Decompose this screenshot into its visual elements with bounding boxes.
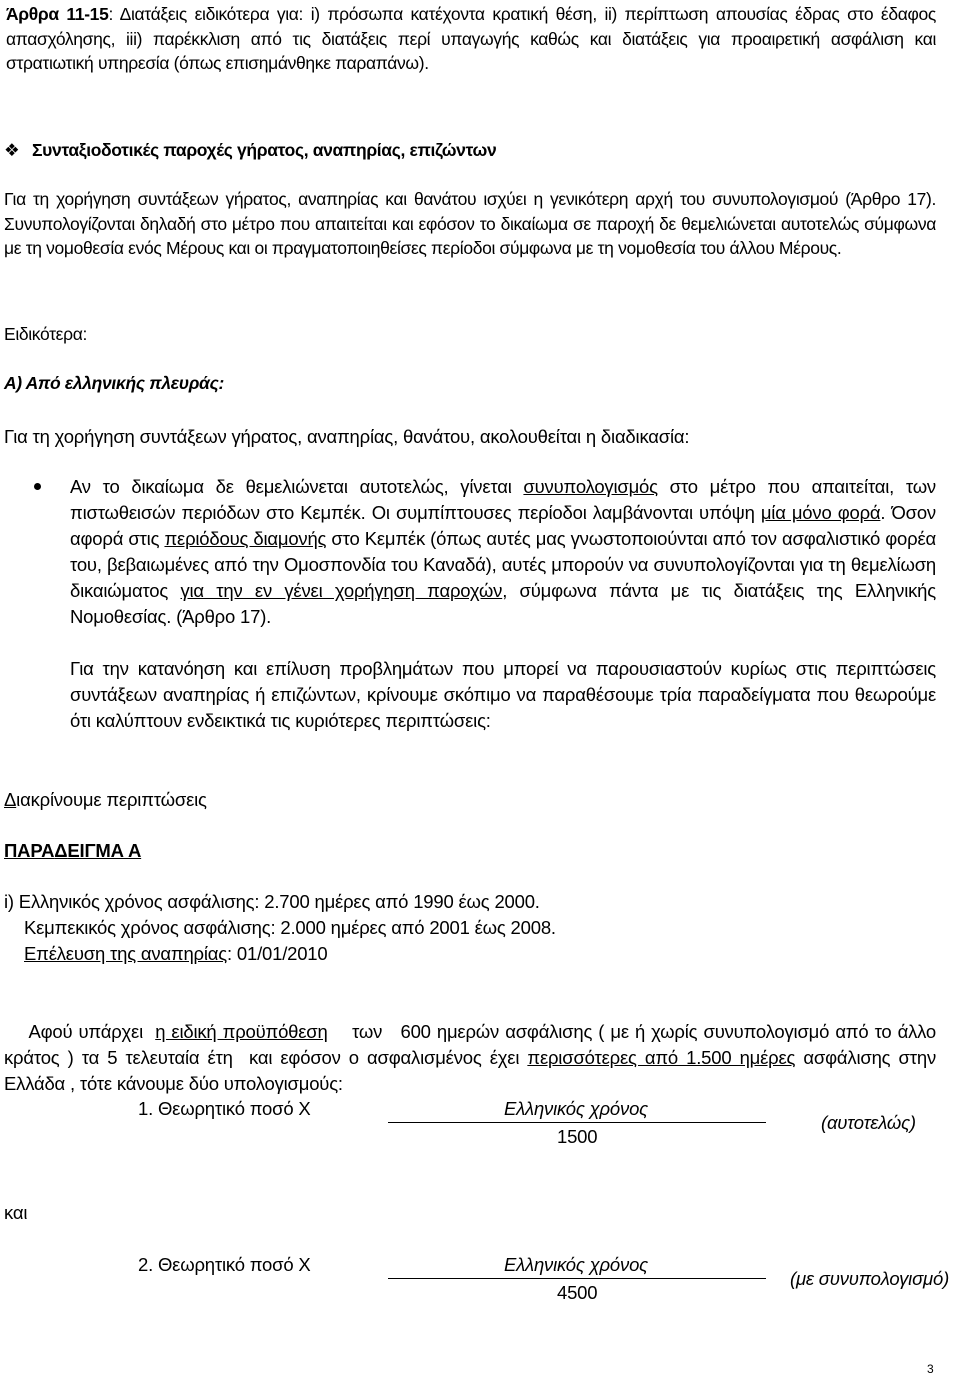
formula-1-denominator: 1500: [557, 1126, 598, 1147]
formula-2-note: (με συνυπολογισμό): [790, 1268, 950, 1289]
section-heading-text: Συνταξιοδοτικές παροχές γήρατος, αναπηρίας, επιζώντων: [32, 140, 497, 160]
formula-1-fraction-line: [388, 1122, 766, 1123]
underline-cumulation: συνυπολογισμός: [523, 476, 658, 497]
intro-paragraph: [6, 2, 936, 76]
example-a-disability-date: Επέλευση της αναπηρίας: 01/01/2010: [24, 943, 328, 964]
pension-principle-paragraph: Για τη χορήγηση συντάξεων γήρατος, αναπηρίας και θανάτου ισχύει η γενικότερη αρχή του συνυπολογισμού (Άρθρο 17). Συνυπολογίζονται δηλαδή στο μέτρο που απαιτείται και εφόσον το δικαίωμα σε παροχή δε θεμελιώνεται αυτοτελώς σύμφωνα με τη νομοθεσία ενός Μέρους και οι πραγματοποιηθείσες περίοδοι σύμφωνα με τη νομοθεσία του άλλου Μέρους.: [4, 189, 936, 258]
cases-heading: Διακρίνουμε περιπτώσεις: [4, 789, 207, 810]
underline-special-condition: η ειδική προϋπόθεση: [155, 1021, 328, 1042]
intro-text: : Διατάξεις ειδικότερα για: i) πρόσωπα κατέχοντα κρατική θέση, ii) περίπτωση απουσίας έδρας στο έδαφος απασχόλησης, iii) παρέκκλιση από τις διατάξεις περί υπαγωγής καθώς και διατάξεις για προαιρετική ασφάλιση και στρατιωτική υπηρεσία (όπως επισημάνθηκε παραπάνω).: [6, 4, 936, 73]
formula-2-numerator: Ελληνικός χρόνος: [504, 1254, 648, 1275]
example-a-paragraph: Αφού υπάρχει η ειδική προϋπόθεση των 600 ημερών ασφάλισης ( με ή χωρίς συνυπολογισμό από το άλλο κράτος ) τα 5 τελευταία έτη και εφόσον ο ασφαλισμένος έχει περισσότερες από 1.500 ημέρες ασφάλισης στην Ελλάδα , τότε κάνουμε δύο υπολογισμούς:: [4, 1021, 941, 1094]
underline-general-benefits: για την εν γένει χορήγηση παροχών: [180, 580, 503, 601]
procedure-sentence: Για τη χορήγηση συντάξεων γήρατος, αναπηρίας, θανάτου, ακολουθείται η διαδικασία:: [4, 426, 690, 447]
underline-once: μία μόνο φορά: [760, 502, 881, 523]
formula-2-denominator: 4500: [557, 1282, 598, 1303]
formula-2-label: 2. Θεωρητικό ποσό Χ: [138, 1254, 311, 1275]
formula-2-fraction-line: [388, 1278, 766, 1279]
connector-and: και: [4, 1202, 28, 1223]
underline-residence-periods: περιόδους διαμονής: [164, 528, 327, 549]
example-a-heading: ΠΑΡΑΔΕΙΓΜΑ Α: [4, 840, 142, 861]
diamond-bullet-icon: ❖: [4, 140, 20, 160]
section-heading: [4, 138, 934, 163]
example-a-greek-time: i) Ελληνικός χρόνος ασφάλισης: 2.700 ημέρες από 1990 έως 2000.: [4, 891, 540, 912]
specifically-label: Ειδικότερα:: [4, 324, 88, 344]
bullet-dot-icon: [34, 483, 41, 490]
formula-1-note: (αυτοτελώς): [821, 1112, 916, 1133]
examples-intro-paragraph: Για την κατανόηση και επίλυση προβλημάτων που μπορεί να παρουσιαστούν κυρίως στις περιπτώσεις συντάξεων αναπηρίας ή επιζώντων, κρίνουμε σκόπιμο να παραθέσουμε τρία παραδείγματα που θεωρούμε ότι καλύπτουν ενδεικτικά τις κυριότερες περιπτώσεις:: [70, 658, 936, 731]
example-a-quebec-time: Κεμπεκικός χρόνος ασφάλισης: 2.000 ημέρες από 2001 έως 2008.: [24, 917, 556, 938]
formula-1-numerator: Ελληνικός χρόνος: [504, 1098, 648, 1119]
formula-1-label: 1. Θεωρητικό ποσό Χ: [138, 1098, 311, 1119]
intro-label: Άρθρα 11-15: [6, 4, 109, 24]
page-number: 3: [927, 1362, 934, 1376]
bullet-paragraph: Αν το δικαίωμα δε θεμελιώνεται αυτοτελώς, γίνεται συνυπολογισμός στο μέτρο που απαιτείται, των πιστωθεισών περιόδων στο Κεμπέκ. Οι συμπίπτουσες περίοδοι λαμβάνονται υπόψη μία μόνο φορά. Όσον αφορά στις περιόδους διαμονής στο Κεμπέκ (όπως αυτές μας γνωστοποιούνται από τον ασφαλιστικό φορέα του, βεβαιωμένες από την Ομοσπονδία του Καναδά), αυτές μπορούν να συνυπολογίζονται για τη θεμελίωση δικαιώματος για την εν γένει χορήγηση παροχών, σύμφωνα πάντα με τις διατάξεις της Ελληνικής Νομοθεσίας. (Άρθρο 17).: [70, 476, 937, 627]
greek-side-subheading: Α) Από ελληνικής πλευράς:: [4, 373, 224, 393]
underline-more-than-1500: περισσότερες από 1.500 ημέρες: [527, 1047, 796, 1068]
